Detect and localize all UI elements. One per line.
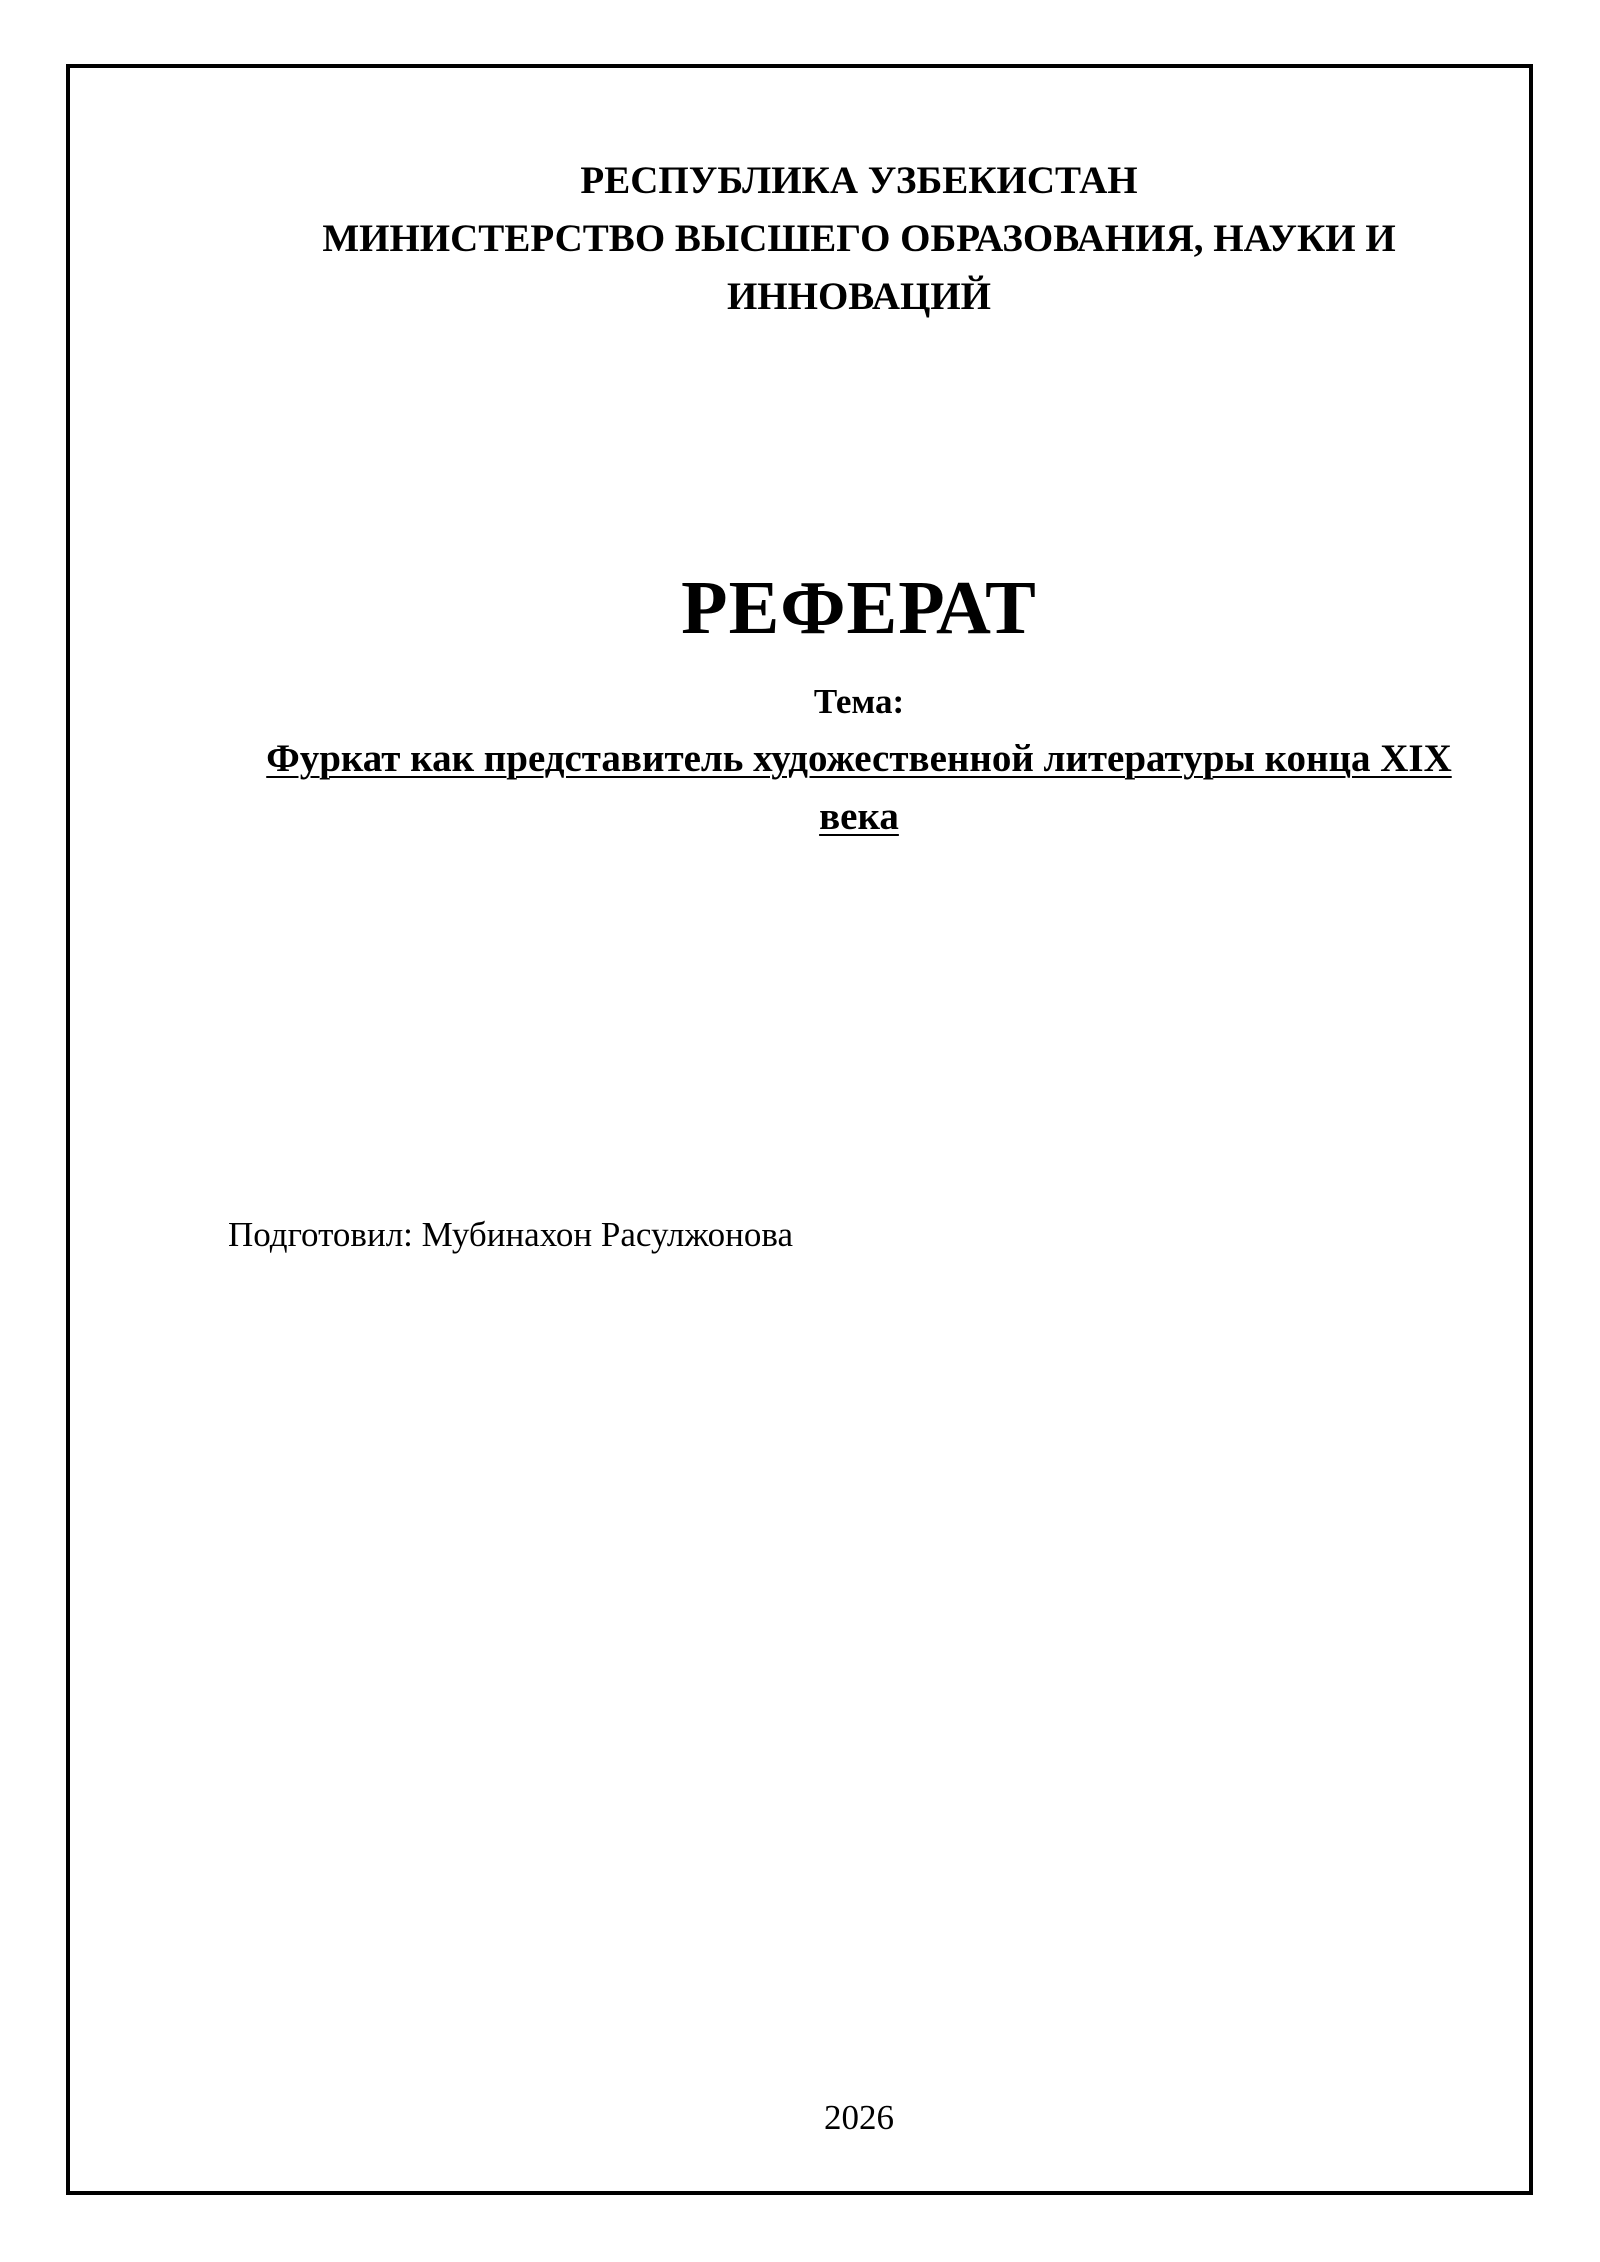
theme-title: Фуркат как представитель художественной литературы конца XIX века	[266, 737, 1452, 838]
theme-label: Тема:	[813, 682, 905, 721]
institution-header	[240, 152, 1478, 326]
document-type-title: РЕФЕРАТ	[681, 566, 1037, 650]
year: 2026	[824, 2098, 894, 2137]
ministry-name: МИНИСТЕРСТВО ВЫСШЕГО ОБРАЗОВАНИЯ, НАУКИ И ИННОВАЦИЙ	[322, 217, 1396, 318]
author-line: Подготовил: Мубинахон Расулжонова	[228, 1215, 794, 1254]
page-border	[66, 64, 1533, 2195]
country-name: РЕСПУБЛИКА УЗБЕКИСТАН	[580, 159, 1138, 202]
